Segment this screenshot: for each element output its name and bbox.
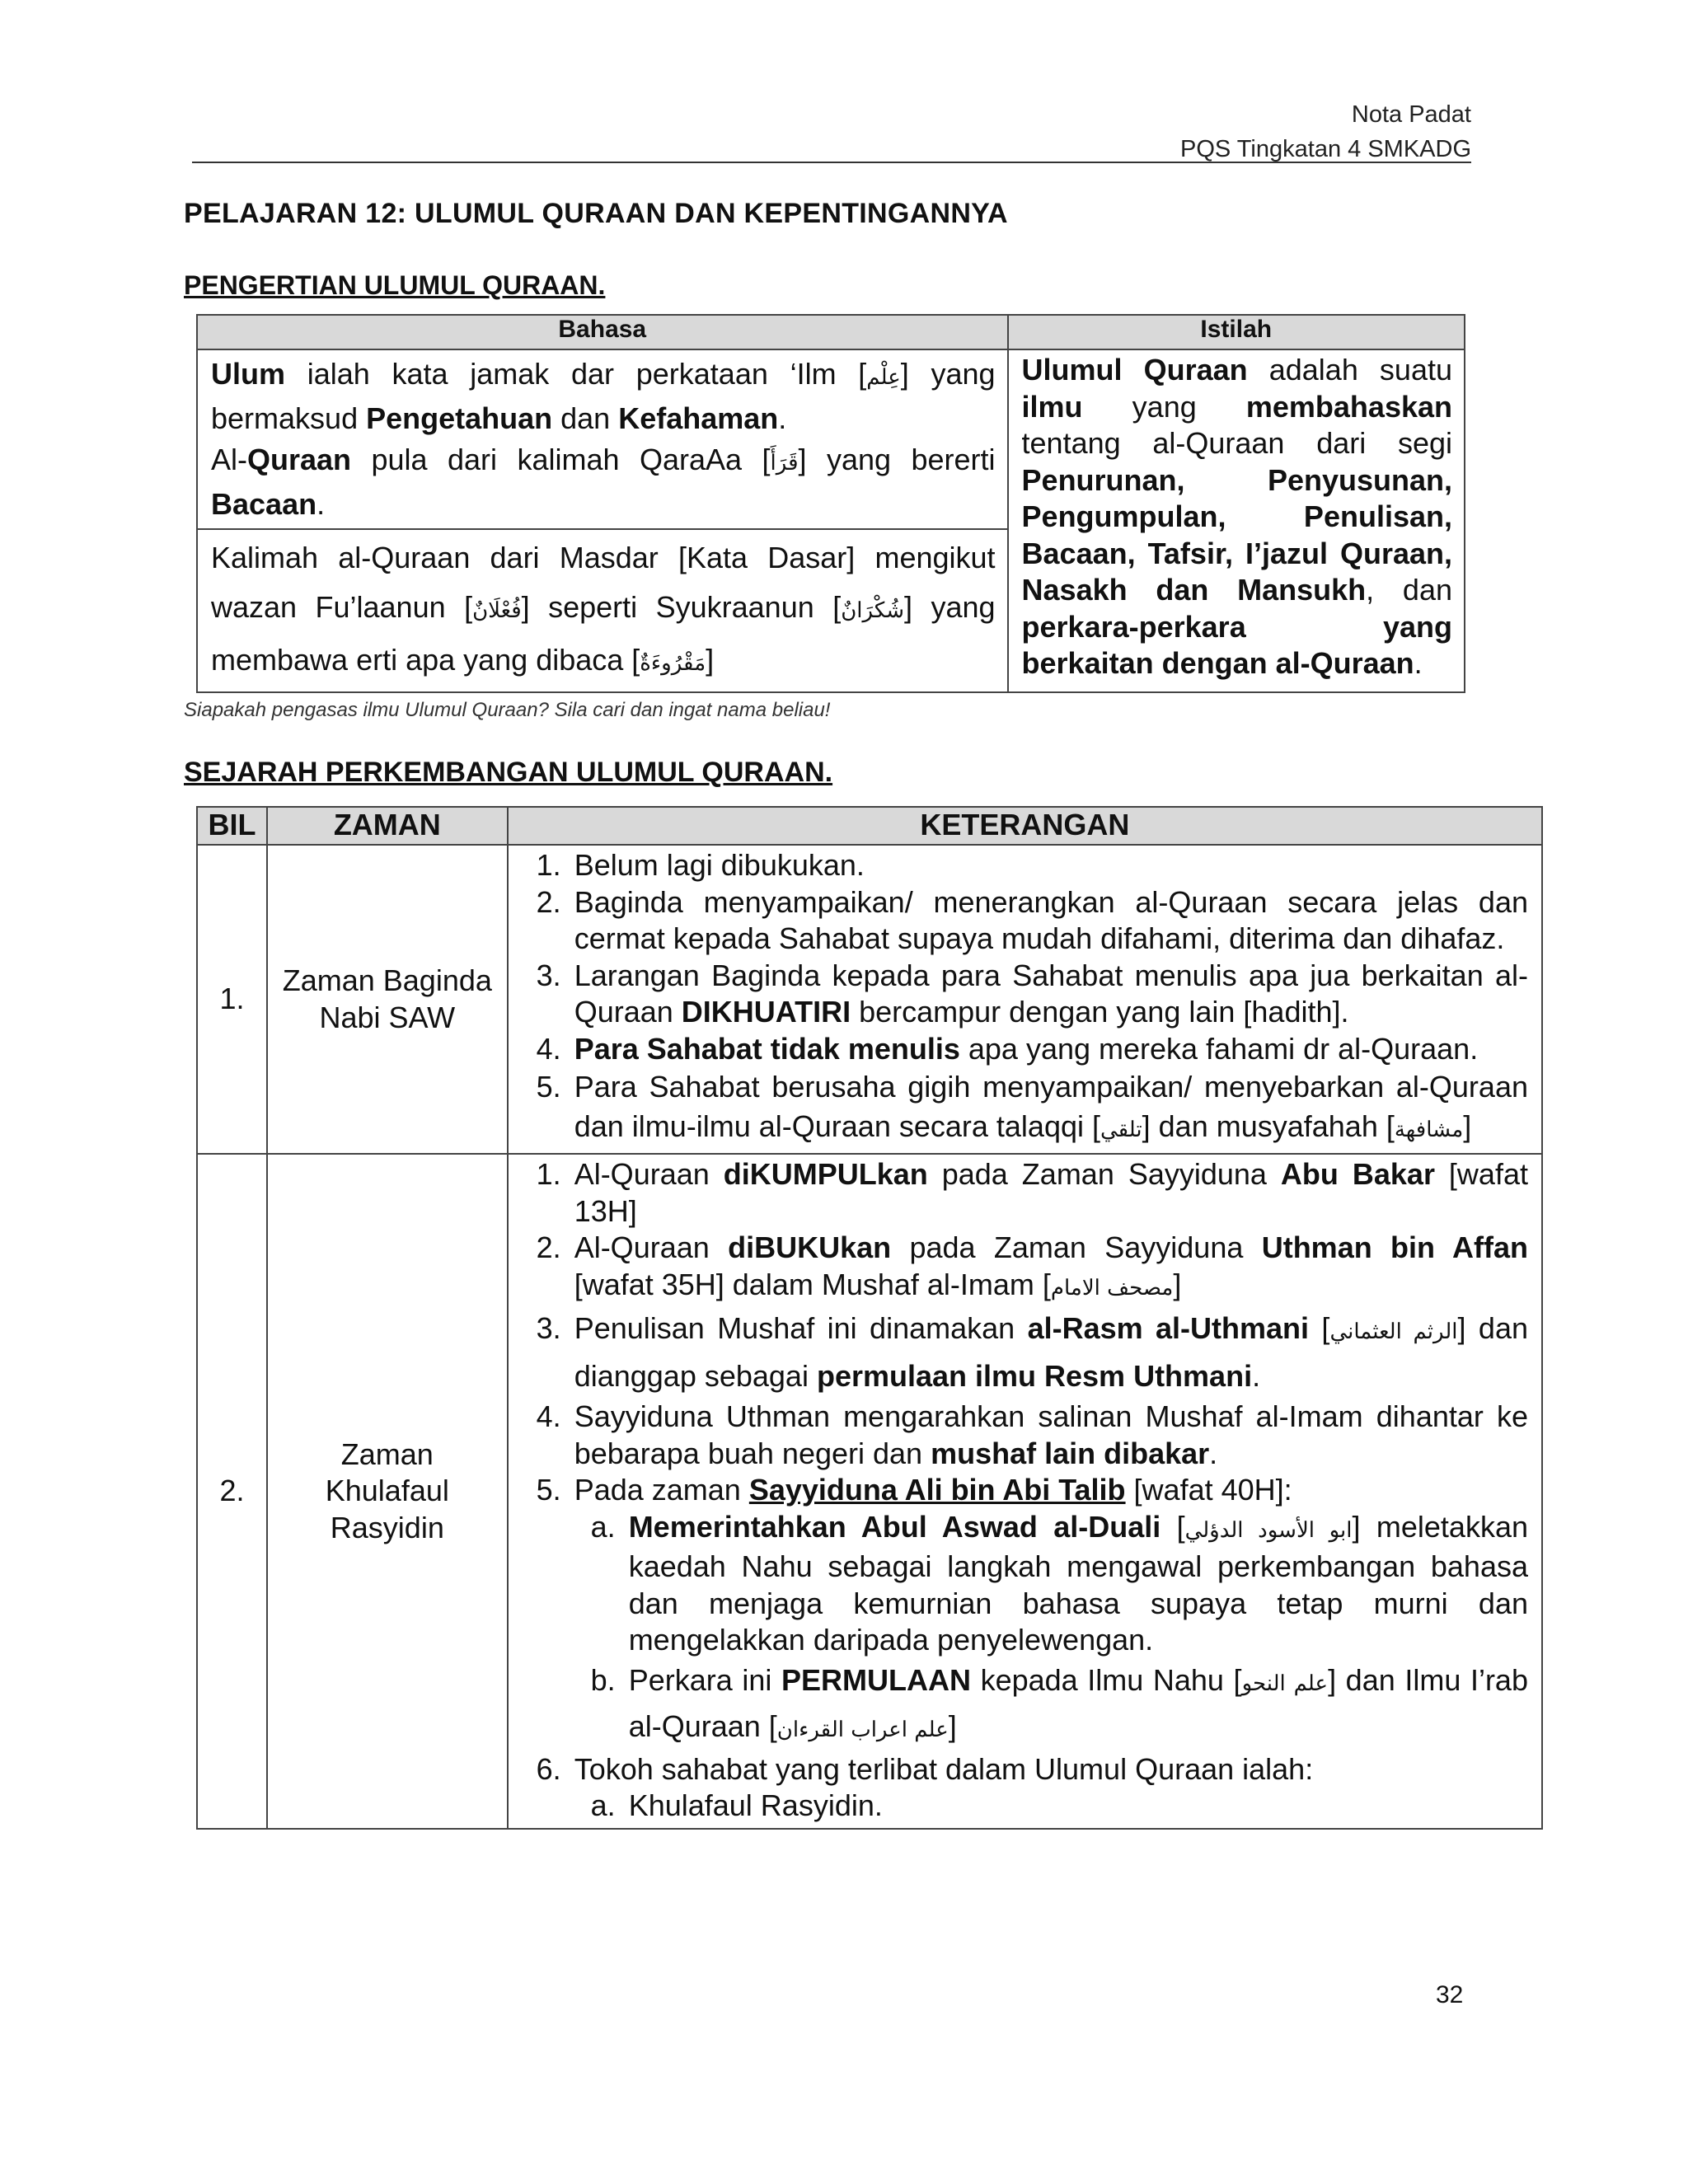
sub-list-item: a. Khulafaul Rasyidin. — [624, 1788, 1528, 1825]
page-number: 32 — [1436, 1981, 1464, 2008]
list-item: 3. Penulisan Mushaf ini dinamakan al-Rasm al-Uthmani [الرثم العثماني] dan dianggap sebagai permulaan ilmu Resm Uthmani. — [570, 1306, 1528, 1399]
row-number: 1. — [197, 845, 267, 1154]
list-item: 5. Para Sahabat berusaha gigih menyampaikan/ menyebarkan al-Quraan dan ilmu-ilmu al-Quraan secara talaqqi [تلقي] dan musyafahah [مشافهة] — [570, 1067, 1528, 1150]
column-header-bahasa: Bahasa — [197, 315, 1008, 349]
column-header-keterangan: KETERANGAN — [508, 807, 1542, 845]
definition-table — [196, 314, 1465, 693]
table-row — [197, 845, 1542, 1154]
istilah-cell: Ulumul Quraan adalah suatu ilmu yang membahaskan tentang al-Quraan dari segi Penurunan, Penyusunan, Pengumpulan, Penulisan, Bacaan, Tafsir, I’jazul Quraan, Nasakh dan Mansukh, dan perkara-perkara yang berkaitan dengan al-Quraan. — [1008, 349, 1465, 692]
row-number: 2. — [197, 1154, 267, 1829]
history-table — [196, 806, 1543, 1830]
description-cell — [508, 1154, 1542, 1829]
list-item: 2. Baginda menyampaikan/ menerangkan al-Quraan secara jelas dan cermat kepada Sahabat supaya mudah difahami, diterima dan dihafaz. — [570, 884, 1528, 958]
table-row — [197, 1154, 1542, 1829]
description-cell — [508, 845, 1542, 1154]
list-item: 3. Larangan Baginda kepada para Sahabat menulis apa jua berkaitan al-Quraan DIKHUATIRI bercampur dengan yang lain [hadith]. — [570, 958, 1528, 1031]
bahasa-cell-2: Kalimah al-Quraan dari Masdar [Kata Dasar] mengikut wazan Fu’laanun [فُعْلَانٌ] seperti Syukraanun [شُكْرَانٌ] yang membawa erti apa yang dibaca [مَقْرُوءَةٌ] — [197, 529, 1008, 692]
list-item: 5. Pada zaman Sayyiduna Ali bin Abi Talib [wafat 40H]: a. Memerintahkan Abul Aswad al-Duali [ابو الأسود الدؤلي] meletakkan kaedah Nahu sebagai langkah mengawal perkembangan bahasa dan menjaga kemurnian bahasa supaya tetap murni dan mengelakkan daripada penyelewengan. b. Perkara ini PERMULAAN kepada Ilmu Nahu [علم النحو] dan Ilmu I’rab al-Quraan [علم اعراب القرءان] — [570, 1472, 1528, 1751]
bahasa-cell-1: Ulum ialah kata jamak dar perkataan ‘Ilm [عِلْم] yang bermaksud Pengetahuan dan Kefahaman. Al-Quraan pula dari kalimah QaraAa [قَرَأَ] yang bererti Bacaan. — [197, 349, 1008, 529]
section-title-definition: PENGERTIAN ULUMUL QURAAN. — [184, 270, 606, 300]
page-header — [1180, 97, 1471, 166]
era-name: Zaman Khulafaul Rasyidin — [267, 1154, 508, 1829]
header-line-1: Nota Padat — [1351, 101, 1471, 128]
column-header-zaman: ZAMAN — [267, 807, 508, 845]
era-name: Zaman Baginda Nabi SAW — [267, 845, 508, 1154]
column-header-istilah: Istilah — [1008, 315, 1465, 349]
sub-list-item: a. Memerintahkan Abul Aswad al-Duali [ابو الأسود الدؤلي] meletakkan kaedah Nahu sebagai langkah mengawal perkembangan bahasa dan menjaga kemurnian bahasa supaya tetap murni dan mengelakkan daripada penyelewengan. — [624, 1509, 1528, 1659]
list-item: 4. Sayyiduna Uthman mengarahkan salinan Mushaf al-Imam dihantar ke bebarapa buah negeri dan mushaf lain dibakar. — [570, 1399, 1528, 1472]
list-item: 4. Para Sahabat tidak menulis apa yang mereka fahami dr al-Quraan. — [570, 1031, 1528, 1068]
header-line-2: PQS Tingkatan 4 SMKADG — [1180, 136, 1471, 162]
list-item: 1. Al-Quraan diKUMPULkan pada Zaman Sayyiduna Abu Bakar [wafat 13H] — [570, 1156, 1528, 1230]
list-item: 1. Belum lagi dibukukan. — [570, 847, 1528, 884]
lesson-title: PELAJARAN 12: ULUMUL QURAAN DAN KEPENTINGANNYA — [184, 198, 1008, 229]
section-title-history: SEJARAH PERKEMBANGAN ULUMUL QURAAN. — [184, 757, 833, 788]
list-item: 2. Al-Quraan diBUKUkan pada Zaman Sayyiduna Uthman bin Affan [wafat 35H] dalam Mushaf al-Imam [مصحف الامام] — [570, 1230, 1528, 1306]
header-divider — [192, 162, 1471, 163]
question-note: Siapakah pengasas ilmu Ulumul Quraan? Sila cari dan ingat nama beliau! — [184, 699, 831, 721]
sub-list-item: b. Perkara ini PERMULAAN kepada Ilmu Nahu [علم النحو] dan Ilmu I’rab al-Quraan [علم اعراب القرءان] — [624, 1659, 1528, 1751]
column-header-bil: BIL — [197, 807, 267, 845]
list-item: 6. Tokoh sahabat yang terlibat dalam Ulumul Quraan ialah: a. Khulafaul Rasyidin. — [570, 1751, 1528, 1825]
